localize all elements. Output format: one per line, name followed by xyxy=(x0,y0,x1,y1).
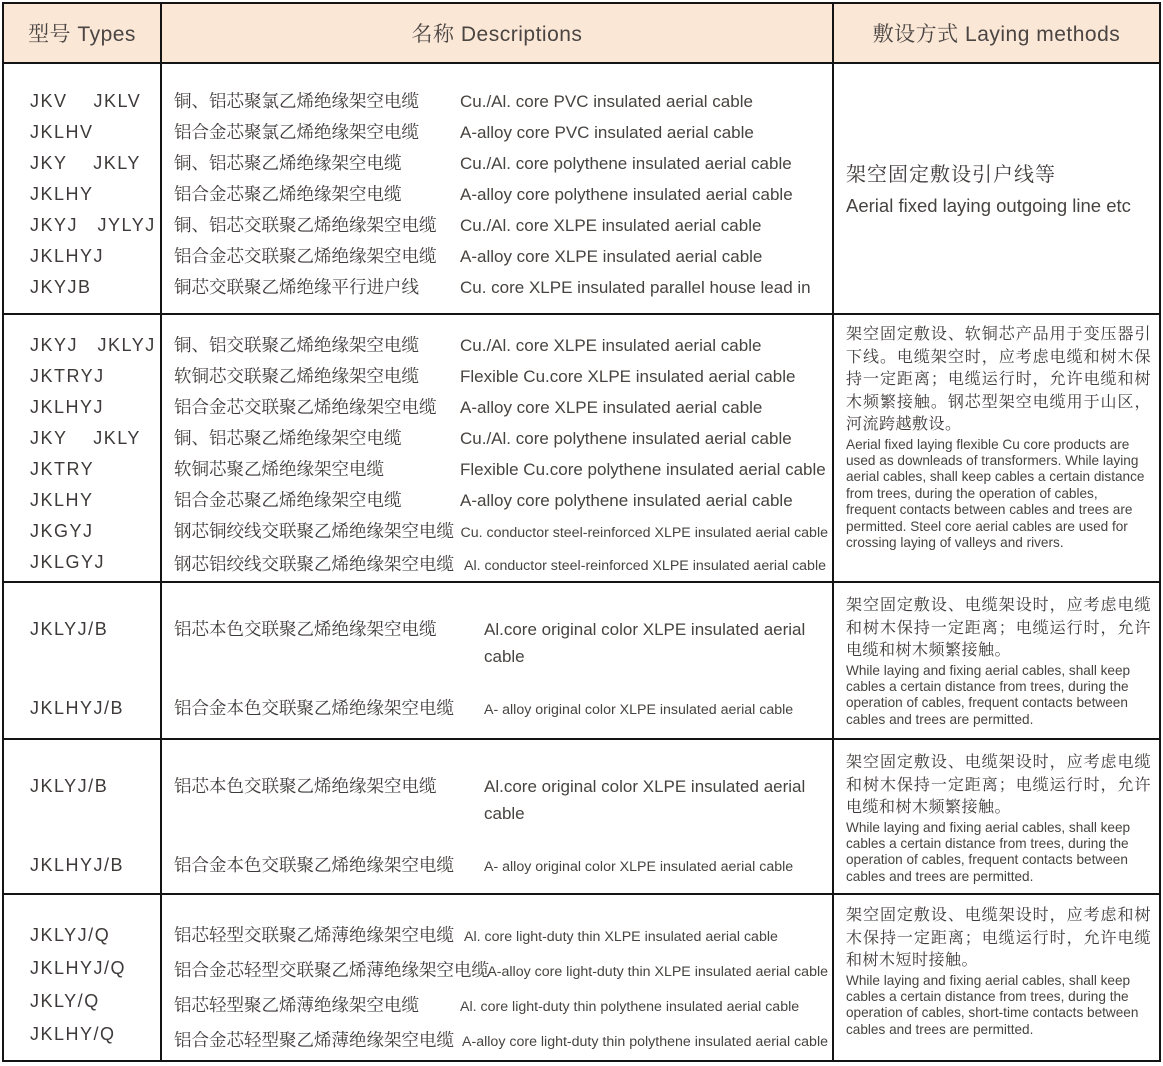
description-english: Cu./Al. core PVC insulated aerial cable xyxy=(460,92,753,111)
description-pair xyxy=(174,392,828,423)
type-code: JKLHYJ/B xyxy=(30,698,125,718)
column-header-descriptions: 名称 Descriptions xyxy=(160,4,832,62)
descriptions-cell xyxy=(160,64,832,313)
description-pair xyxy=(174,516,828,549)
table-header-row xyxy=(4,4,1159,64)
description-chinese: 钢芯铝绞线交联聚乙烯绝缘架空电缆 xyxy=(174,554,454,574)
laying-method-english: Aerial fixed laying outgoing line etc xyxy=(846,194,1131,216)
description-pair xyxy=(174,361,828,392)
description-chinese: 铝合金芯交联聚乙烯绝缘架空电缆 xyxy=(174,397,437,417)
description-pair xyxy=(174,241,828,272)
table-row xyxy=(4,895,1159,1060)
description-chinese: 铝合金芯轻型交联聚乙烯薄绝缘架空电缆 xyxy=(174,960,489,980)
description-chinese: 铜、铝芯交联聚乙烯绝缘架空电缆 xyxy=(174,215,437,235)
type-code: JKLHYJ xyxy=(30,397,105,417)
description-chinese: 铝芯轻型聚乙烯薄绝缘架空电缆 xyxy=(174,995,419,1015)
description-english: A-alloy core XLPE insulated aerial cable xyxy=(460,398,763,417)
laying-methods-cell xyxy=(832,315,1159,581)
description-english: A-alloy core XLPE insulated aerial cable xyxy=(460,247,763,266)
description-chinese: 铝合金芯聚乙烯绝缘架空电缆 xyxy=(174,490,402,510)
laying-methods-cell xyxy=(832,895,1159,1060)
description-english: Al. core light-duty thin XLPE insulated aerial cable xyxy=(464,929,778,945)
laying-method-chinese: 架空固定敷设、电缆架设时，应考虑和树木保持一定距离；电缆运行时，允许电缆和树木短时接触。 xyxy=(846,907,1151,969)
description-pair xyxy=(174,989,828,1024)
column-header-types: 型号 Types xyxy=(28,23,136,46)
description-chinese: 软铜芯聚乙烯绝缘架空电缆 xyxy=(174,459,384,479)
laying-method-chinese: 架空固定敷设、软铜芯产品用于变压器引下线。电缆架空时，应考虑电缆和树木保持一定距离；电缆运行时，允许电缆和树木频繁接触。钢芯型架空电缆用于山区，河流跨越敷设。 xyxy=(846,326,1151,433)
description-english: Flexible Cu.core XLPE insulated aerial cable xyxy=(460,367,796,386)
type-code: JKV JKLV xyxy=(30,91,142,111)
type-code: JKTRY xyxy=(30,459,95,479)
description-english: Al.core original color XLPE insulated aerial cable xyxy=(484,620,806,666)
table-row xyxy=(4,315,1159,583)
laying-methods-cell xyxy=(832,64,1159,313)
types-cell xyxy=(4,740,160,893)
types-cell xyxy=(4,895,160,1060)
description-english: Cu. core XLPE insulated parallel house lead in xyxy=(460,278,811,297)
description-chinese: 铝合金本色交联聚乙烯绝缘架空电缆 xyxy=(174,855,454,875)
laying-methods-cell xyxy=(832,583,1159,738)
description-english: Cu./Al. core polythene insulated aerial cable xyxy=(460,429,792,448)
column-header-laying-methods: 敷设方式 Laying methods xyxy=(832,4,1159,62)
description-pair xyxy=(174,179,828,210)
type-code: JKLHY xyxy=(30,490,94,510)
type-code: JKLHY/Q xyxy=(30,1024,116,1044)
description-english: A-alloy core polythene insulated aerial cable xyxy=(460,185,793,204)
types-cell xyxy=(4,583,160,738)
table-row xyxy=(4,740,1159,895)
description-chinese: 铜、铝芯聚氯乙烯绝缘架空电缆 xyxy=(174,91,419,111)
laying-method-english: While laying and fixing aerial cables, shall keep cables a certain distance from trees, during the operation of cables, frequent contacts between cables and trees are permitted. xyxy=(846,819,1131,884)
description-chinese: 铜芯交联聚乙烯绝缘平行进户线 xyxy=(174,277,419,297)
cable-catalog-page xyxy=(0,2,1163,1066)
type-code: JKLHYJ xyxy=(30,246,105,266)
laying-method-chinese: 架空固定敷设、电缆架设时，应考虑电缆和树木保持一定距离；电缆运行时，允许电缆和树木频繁接触。 xyxy=(846,597,1151,659)
type-code: JKTRYJ xyxy=(30,366,105,386)
descriptions-cell xyxy=(160,740,832,893)
description-english: A-alloy core PVC insulated aerial cable xyxy=(460,123,754,142)
type-code: JKLHYJ/B xyxy=(30,855,125,875)
description-pair xyxy=(174,330,828,361)
laying-methods-cell xyxy=(832,740,1159,893)
laying-method-english: While laying and fixing aerial cables, shall keep cables a certain distance from trees, during the operation of cables, short-time contacts between cables and trees are permitted. xyxy=(846,972,1139,1037)
description-chinese: 铝芯本色交联聚乙烯绝缘架空电缆 xyxy=(174,776,437,796)
description-pair xyxy=(174,272,828,303)
description-pair xyxy=(174,454,828,485)
descriptions-cell xyxy=(160,315,832,581)
description-english: Al. core light-duty thin polythene insulated aerial cable xyxy=(460,999,800,1015)
description-pair xyxy=(174,210,828,241)
cable-types-table xyxy=(2,2,1161,1062)
description-english: A- alloy original color XLPE insulated aerial cable xyxy=(484,859,794,875)
description-chinese: 铝合金芯交联聚乙烯绝缘架空电缆 xyxy=(174,246,437,266)
table-row xyxy=(4,64,1159,315)
description-english: A-alloy core polythene insulated aerial cable xyxy=(460,491,793,510)
description-chinese: 铜、铝芯聚乙烯绝缘架空电缆 xyxy=(174,428,402,448)
description-english: A- alloy original color XLPE insulated aerial cable xyxy=(484,702,794,718)
descriptions-cell xyxy=(160,895,832,1060)
description-pair xyxy=(174,148,828,179)
description-english: Cu./Al. core XLPE insulated aerial cable xyxy=(460,336,762,355)
description-english: Cu. conductor steel-reinforced XLPE insulated aerial cable xyxy=(460,525,828,541)
table-row xyxy=(4,583,1159,740)
description-pair xyxy=(174,852,828,881)
description-chinese: 铜、铝芯聚乙烯绝缘架空电缆 xyxy=(174,153,402,173)
description-pair xyxy=(174,954,828,989)
description-pair xyxy=(174,549,828,581)
descriptions-cell xyxy=(160,583,832,738)
type-code: JKYJ JKLYJ xyxy=(30,335,156,355)
description-pair xyxy=(174,1024,828,1059)
laying-method-english: While laying and fixing aerial cables, shall keep cables a certain distance from trees, during the operation of cables, frequent contacts between cables and trees are permitted. xyxy=(846,662,1131,727)
description-chinese: 铜、铝交联聚乙烯绝缘架空电缆 xyxy=(174,335,419,355)
type-code: JKY JKLY xyxy=(30,153,141,173)
description-chinese: 铝合金芯聚氯乙烯绝缘架空电缆 xyxy=(174,122,419,142)
description-english: A-alloy core light-duty thin polythene insulated aerial cable xyxy=(462,1034,828,1050)
description-english: Flexible Cu.core polythene insulated aerial cable xyxy=(460,460,826,479)
description-pair xyxy=(174,695,828,724)
types-cell xyxy=(4,315,160,581)
type-code: JKLHYJ/Q xyxy=(30,958,127,978)
description-chinese: 铝合金芯轻型聚乙烯薄绝缘架空电缆 xyxy=(174,1030,454,1050)
type-code: JKYJB xyxy=(30,277,92,297)
description-english: Cu./Al. core polythene insulated aerial cable xyxy=(460,154,792,173)
type-code: JKLYJ/Q xyxy=(30,925,111,945)
description-chinese: 钢芯铜绞线交联聚乙烯绝缘架空电缆 xyxy=(174,521,454,541)
description-chinese: 铝芯本色交联聚乙烯绝缘架空电缆 xyxy=(174,619,437,639)
laying-method-chinese: 架空固定敷设引户线等 xyxy=(846,163,1056,186)
description-pair xyxy=(174,616,828,670)
description-english: Al. conductor steel-reinforced XLPE insulated aerial cable xyxy=(464,558,826,574)
description-pair xyxy=(174,919,828,954)
description-pair xyxy=(174,423,828,454)
type-code: JKLGYJ xyxy=(30,552,106,572)
description-chinese: 铝芯轻型交联聚乙烯薄绝缘架空电缆 xyxy=(174,925,454,945)
laying-method-english: Aerial fixed laying flexible Cu core products are used as downleads of transformers. While laying aerial cables, shall keep cables a certain distance from trees, during the operation of cables, frequent contacts between cables and trees are permitted. Steel core aerial cables are used for crossing laying of valleys and rivers. xyxy=(846,436,1145,550)
description-chinese: 铝合金本色交联聚乙烯绝缘架空电缆 xyxy=(174,698,454,718)
type-code: JKLY/Q xyxy=(30,991,100,1011)
description-chinese: 软铜芯交联聚乙烯绝缘架空电缆 xyxy=(174,366,419,386)
description-english: Al.core original color XLPE insulated aerial cable xyxy=(484,777,806,823)
type-code: JKLYJ/B xyxy=(30,776,109,796)
description-pair xyxy=(174,485,828,516)
type-code: JKYJ JYLYJ xyxy=(30,215,156,235)
laying-method-chinese: 架空固定敷设、电缆架设时，应考虑电缆和树木保持一定距离；电缆运行时，允许电缆和树木频繁接触。 xyxy=(846,754,1151,816)
description-english: A-alloy core light-duty thin XLPE insulated aerial cable xyxy=(487,964,828,980)
type-code: JKLHV xyxy=(30,122,94,142)
types-cell xyxy=(4,64,160,313)
type-code: JKLYJ/B xyxy=(30,619,109,639)
description-pair xyxy=(174,117,828,148)
description-english: Cu./Al. core XLPE insulated aerial cable xyxy=(460,216,762,235)
type-code: JKY JKLY xyxy=(30,428,141,448)
type-code: JKGYJ xyxy=(30,521,94,541)
description-chinese: 铝合金芯聚乙烯绝缘架空电缆 xyxy=(174,184,402,204)
description-pair xyxy=(174,773,828,827)
description-pair xyxy=(174,86,828,117)
type-code: JKLHY xyxy=(30,184,94,204)
